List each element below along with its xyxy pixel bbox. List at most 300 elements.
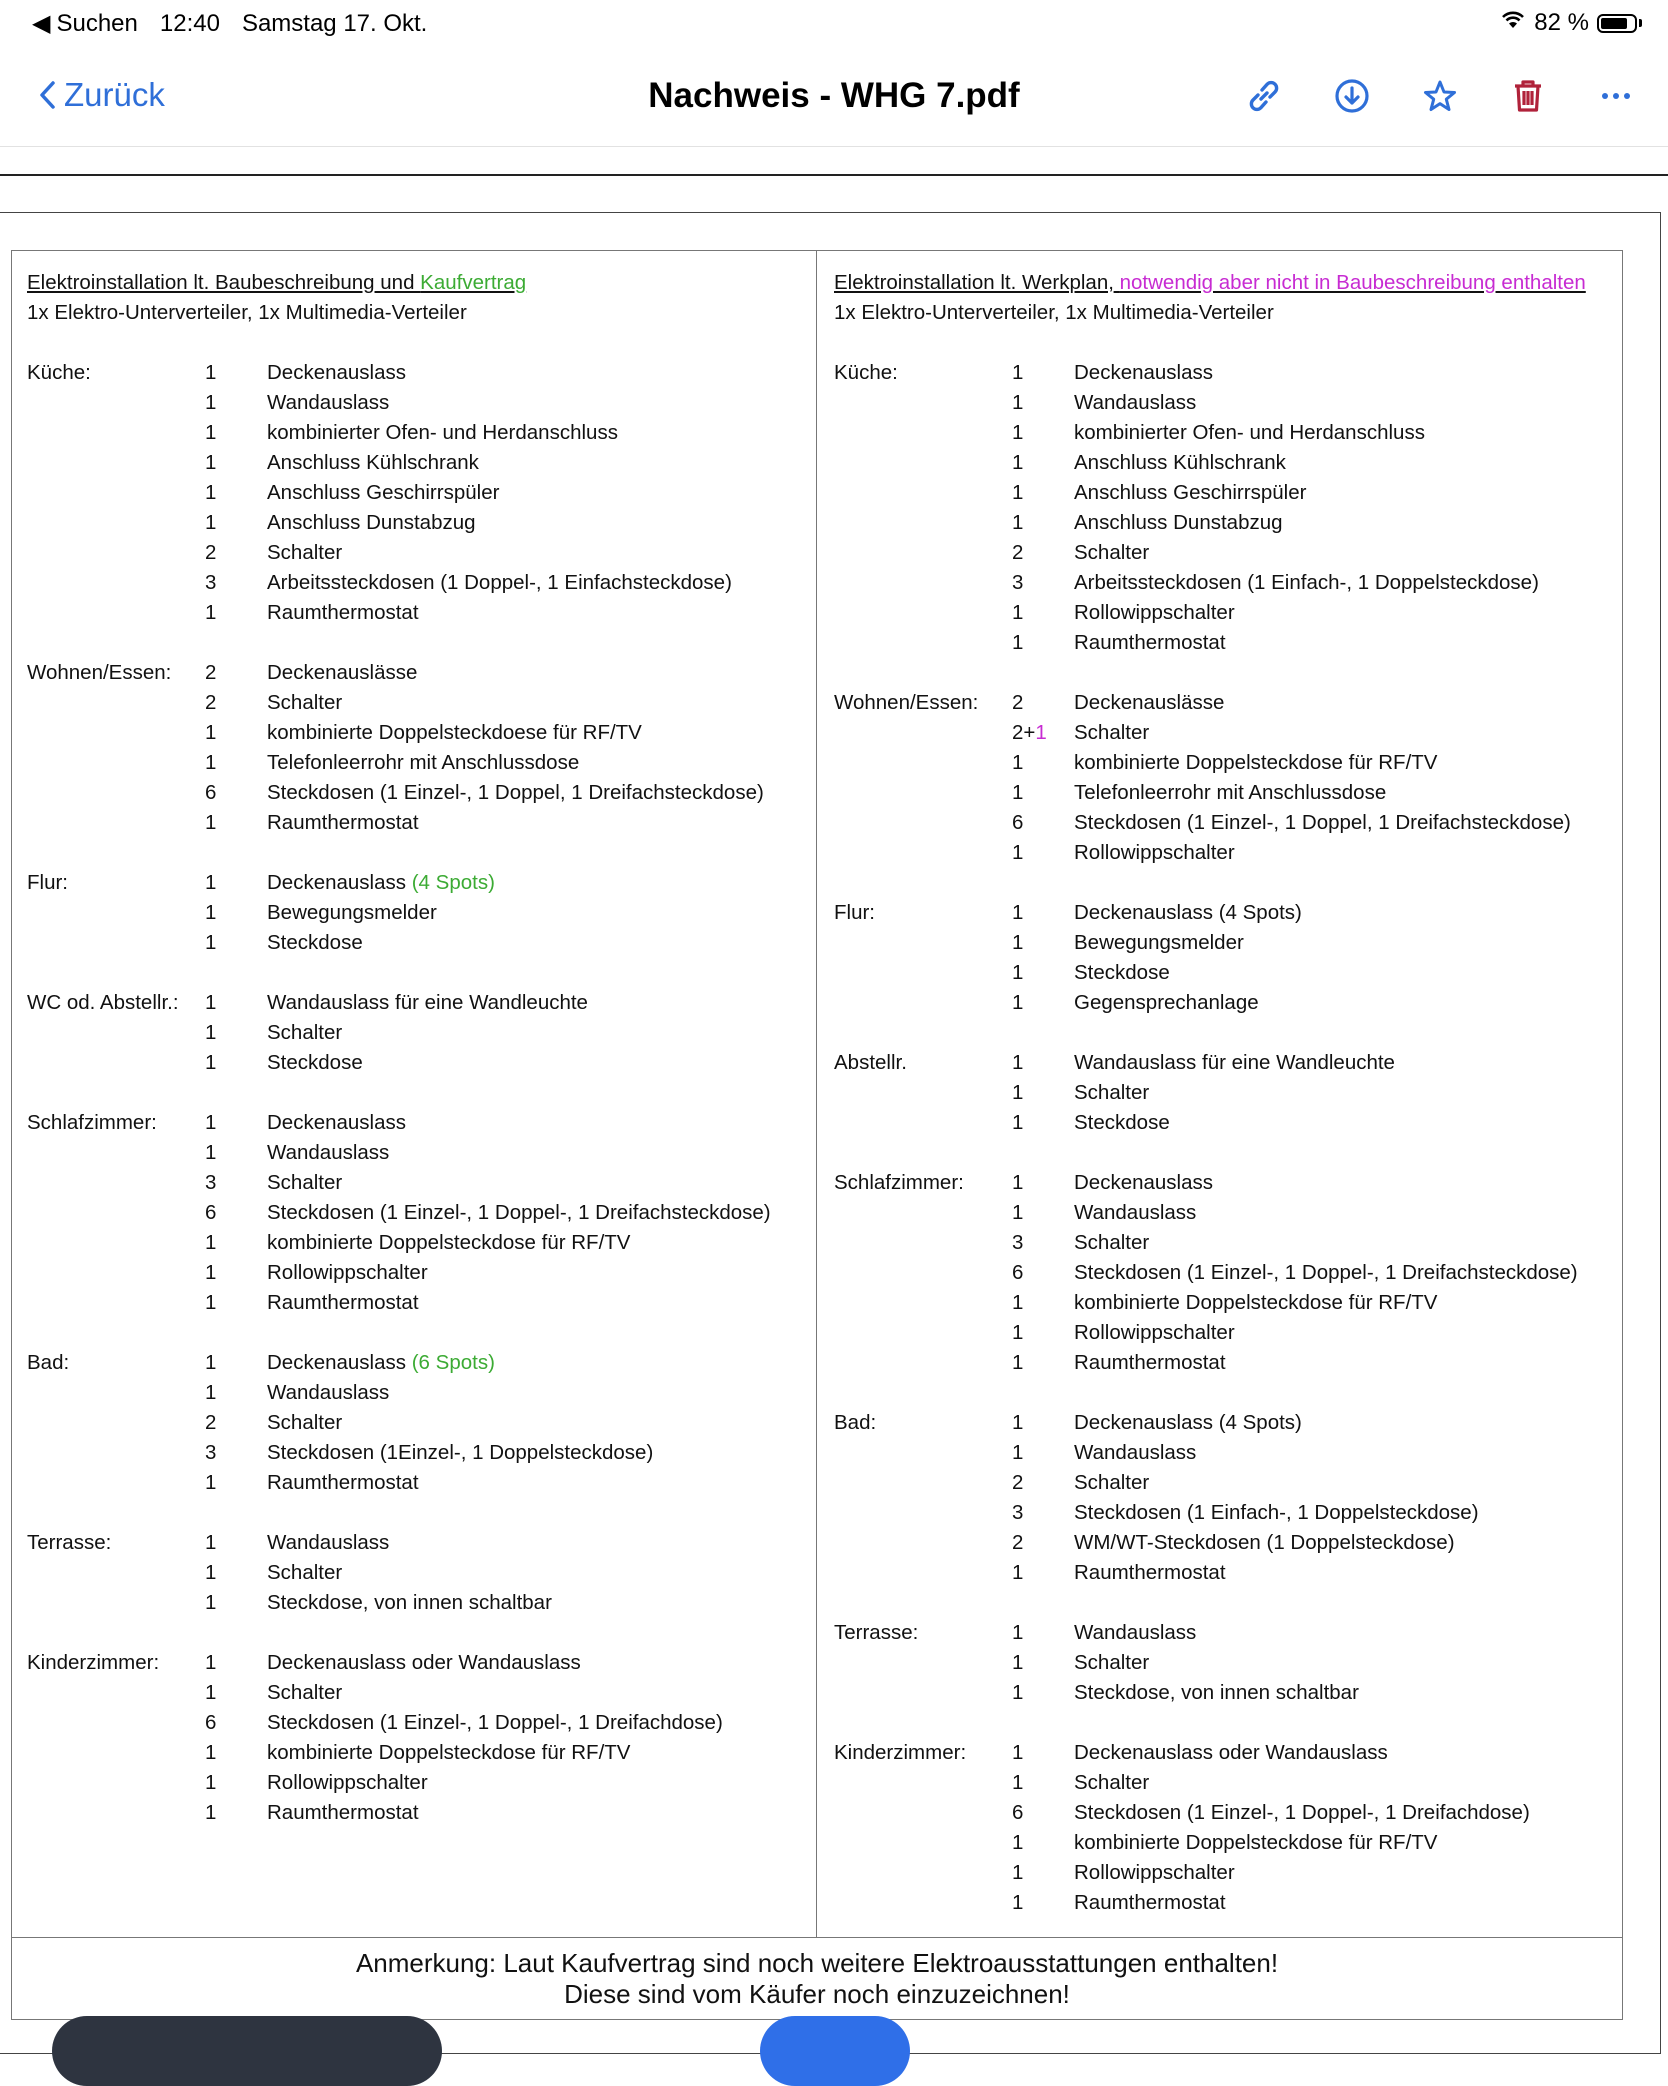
quantity-value: 1	[205, 1801, 217, 1824]
description-text: Schalter	[267, 1561, 343, 1584]
description-text: Deckenauslass	[267, 1111, 407, 1134]
battery-icon	[1597, 14, 1637, 33]
spacer	[834, 1018, 1624, 1048]
item-quantity	[1012, 388, 1074, 418]
item-description	[1074, 1048, 1624, 1078]
link-icon[interactable]	[1242, 74, 1286, 118]
wifi-icon	[1500, 9, 1526, 37]
list-item	[834, 1228, 1624, 1258]
item-quantity	[1012, 1198, 1074, 1228]
item-quantity	[205, 508, 267, 538]
item-quantity	[205, 1048, 267, 1078]
item-description	[1074, 1678, 1624, 1708]
room-label: Schlafzimmer:	[834, 1171, 964, 1194]
room-label	[834, 748, 1012, 778]
item-description	[267, 1438, 807, 1468]
item-quantity	[205, 1468, 267, 1498]
item-description	[267, 658, 807, 688]
room-label	[834, 778, 1012, 808]
room-label	[27, 1738, 205, 1768]
quantity-value: 6	[205, 1711, 217, 1734]
list-item	[834, 1798, 1624, 1828]
room-label: WC od. Abstellr.:	[27, 991, 179, 1014]
item-description	[267, 418, 807, 448]
spacer	[834, 1138, 1624, 1168]
item-description	[1074, 1108, 1624, 1138]
description-text: Rollowippschalter	[1074, 601, 1235, 624]
item-quantity	[1012, 838, 1074, 868]
item-quantity	[1012, 988, 1074, 1018]
item-quantity	[1012, 1798, 1074, 1828]
item-quantity	[1012, 748, 1074, 778]
list-item	[27, 1228, 807, 1258]
quantity-value: 1	[205, 901, 217, 924]
item-description	[1074, 1498, 1624, 1528]
remark	[11, 1948, 1623, 2010]
room-label	[834, 418, 1012, 448]
item-description	[267, 598, 807, 628]
item-description	[267, 718, 807, 748]
room-label	[27, 1048, 205, 1078]
description-text: Deckenauslass	[267, 871, 412, 894]
item-description	[267, 898, 807, 928]
quantity-value: 1	[1012, 1291, 1024, 1314]
quantity-value: 1	[1012, 481, 1024, 504]
quantity-value: 1	[205, 1471, 217, 1494]
list-item	[834, 928, 1624, 958]
item-quantity	[1012, 1858, 1074, 1888]
room-label	[834, 1258, 1012, 1288]
description-text: kombinierter Ofen- und Herdanschluss	[1074, 421, 1425, 444]
list-item	[834, 358, 1624, 388]
room-label	[834, 388, 1012, 418]
room-label	[27, 1588, 205, 1618]
item-description	[267, 358, 807, 388]
quantity-value: 3	[205, 571, 217, 594]
item-description	[267, 1138, 807, 1168]
item-quantity	[205, 988, 267, 1018]
list-item	[27, 1648, 807, 1678]
room-label	[27, 1288, 205, 1318]
room-label	[27, 808, 205, 838]
item-description	[1074, 1408, 1624, 1438]
description-text: Deckenauslass	[1074, 1171, 1214, 1194]
left-room-list	[27, 328, 807, 1828]
room-label	[27, 478, 205, 508]
item-description	[267, 1288, 807, 1318]
item-quantity	[205, 1258, 267, 1288]
description-text: kombinierte Doppelsteckdose für RF/TV	[1074, 1291, 1438, 1314]
list-item	[834, 1288, 1624, 1318]
floating-toolbar-button[interactable]	[52, 2016, 442, 2086]
item-description	[267, 778, 807, 808]
item-quantity	[205, 1138, 267, 1168]
item-quantity	[205, 1228, 267, 1258]
room-label: Kinderzimmer:	[834, 1741, 967, 1764]
back-app-label: Suchen	[56, 9, 138, 37]
list-item	[27, 508, 807, 538]
quantity-value: 1	[1012, 631, 1024, 654]
room-label	[27, 1258, 205, 1288]
item-description	[267, 508, 807, 538]
item-quantity	[205, 1558, 267, 1588]
item-description	[1074, 358, 1624, 388]
room-label: Abstellr.	[834, 1051, 907, 1074]
description-text: Schalter	[1074, 1771, 1150, 1794]
quantity-value: 3	[1012, 571, 1024, 594]
spacer	[834, 1378, 1624, 1408]
quantity-value: 1	[205, 1141, 217, 1164]
list-item	[834, 1048, 1624, 1078]
document-title: Nachweis - WHG 7.pdf	[648, 76, 1020, 115]
quantity-value: 1	[1012, 1171, 1024, 1194]
room-label	[834, 538, 1012, 568]
item-description	[1074, 1288, 1624, 1318]
quantity-value: 1	[1012, 1081, 1024, 1104]
right-column	[834, 268, 1624, 1918]
item-quantity	[1012, 1618, 1074, 1648]
item-description	[1074, 1558, 1624, 1588]
room-label	[27, 1228, 205, 1258]
quantity-value: 6	[1012, 1261, 1024, 1284]
quantity-value: 1	[205, 1771, 217, 1794]
list-item	[834, 628, 1624, 658]
description-text: Deckenauslass (4 Spots)	[1074, 1411, 1302, 1434]
list-item	[27, 538, 807, 568]
item-description	[1074, 1258, 1624, 1288]
list-item	[834, 838, 1624, 868]
room-label: Flur:	[27, 871, 68, 894]
item-description	[1074, 838, 1624, 868]
room-label	[27, 1018, 205, 1048]
item-description	[267, 1558, 807, 1588]
list-item	[834, 1768, 1624, 1798]
item-description	[267, 1768, 807, 1798]
quantity-value: 1	[205, 391, 217, 414]
item-quantity	[1012, 958, 1074, 988]
list-item	[27, 988, 807, 1018]
description-text: Raumthermostat	[267, 1471, 419, 1494]
item-quantity	[205, 478, 267, 508]
room-label	[27, 1438, 205, 1468]
item-description	[1074, 418, 1624, 448]
description-text: Arbeitssteckdosen (1 Einfach-, 1 Doppelsteckdose)	[1074, 571, 1539, 594]
back-to-app[interactable]	[32, 9, 138, 38]
item-quantity	[1012, 628, 1074, 658]
quantity-value: 1	[205, 991, 217, 1014]
left-column	[27, 268, 807, 1828]
spacer	[27, 1078, 807, 1108]
description-text: Wandauslass für eine Wandleuchte	[1074, 1051, 1395, 1074]
item-description	[1074, 718, 1624, 748]
room-label	[834, 1198, 1012, 1228]
item-description	[1074, 538, 1624, 568]
more-icon[interactable]	[1594, 74, 1638, 118]
quantity-value: 1	[1012, 1771, 1024, 1794]
description-text: Telefonleerrohr mit Anschlussdose	[267, 751, 580, 774]
description-text: Deckenauslässe	[267, 661, 418, 684]
item-quantity	[205, 808, 267, 838]
spacer	[27, 958, 807, 988]
item-quantity	[205, 448, 267, 478]
list-item	[834, 1438, 1624, 1468]
description-note: (4 Spots)	[411, 871, 495, 894]
right-heading-text: Elektroinstallation lt. Werkplan,	[834, 271, 1114, 294]
item-quantity	[1012, 1168, 1074, 1198]
list-item	[27, 748, 807, 778]
description-text: Wandauslass	[1074, 1441, 1197, 1464]
quantity-value: 6	[205, 1201, 217, 1224]
list-item	[834, 448, 1624, 478]
description-text: Rollowippschalter	[1074, 1321, 1235, 1344]
list-item	[27, 418, 807, 448]
item-quantity	[205, 388, 267, 418]
item-quantity	[1012, 418, 1074, 448]
list-item	[834, 898, 1624, 928]
room-label	[27, 598, 205, 628]
item-description	[267, 1228, 807, 1258]
room-label	[834, 478, 1012, 508]
description-text: kombinierte Doppelsteckdoese für RF/TV	[267, 721, 642, 744]
item-description	[1074, 1888, 1624, 1918]
description-text: Steckdosen (1 Einzel-, 1 Doppel-, 1 Dreifachsteckdose)	[1074, 1261, 1578, 1284]
item-description	[267, 1528, 807, 1558]
quantity-value: 1	[1012, 781, 1024, 804]
quantity-value: 1	[1012, 601, 1024, 624]
description-text: kombinierter Ofen- und Herdanschluss	[267, 421, 618, 444]
room-label	[834, 1678, 1012, 1708]
back-triangle-icon: ◀	[32, 10, 51, 37]
battery-cap	[1639, 19, 1642, 27]
list-item	[27, 1138, 807, 1168]
item-quantity	[205, 1678, 267, 1708]
description-text: Anschluss Geschirrspüler	[1074, 481, 1307, 504]
quantity-value: 1	[205, 601, 217, 624]
quantity-value: 1	[205, 1741, 217, 1764]
room-label: Terrasse:	[834, 1621, 919, 1644]
quantity-value: 1	[205, 1561, 217, 1584]
list-item	[27, 358, 807, 388]
description-text: Anschluss Geschirrspüler	[267, 481, 500, 504]
item-quantity	[1012, 1438, 1074, 1468]
item-quantity	[205, 1198, 267, 1228]
item-description	[1074, 1828, 1624, 1858]
description-text: Wandauslass	[267, 1141, 390, 1164]
column-divider	[816, 250, 817, 1938]
trash-icon[interactable]	[1506, 74, 1550, 118]
list-item	[834, 1408, 1624, 1438]
list-item	[834, 718, 1624, 748]
item-description	[267, 478, 807, 508]
room-label	[834, 568, 1012, 598]
list-item	[27, 478, 807, 508]
spacer	[834, 1588, 1624, 1618]
item-description	[267, 1708, 807, 1738]
description-text: Steckdosen (1 Einzel-, 1 Doppel-, 1 Dreifachdose)	[1074, 1801, 1530, 1824]
description-text: Wandauslass	[267, 1381, 390, 1404]
item-quantity	[1012, 538, 1074, 568]
description-text: Rollowippschalter	[1074, 841, 1235, 864]
description-text: Arbeitssteckdosen (1 Doppel-, 1 Einfachsteckdose)	[267, 571, 732, 594]
quantity-value: 1	[1012, 1441, 1024, 1464]
download-icon[interactable]	[1330, 74, 1374, 118]
description-text: Steckdosen (1 Einzel-, 1 Doppel, 1 Dreifachsteckdose)	[1074, 811, 1571, 834]
item-description	[267, 1378, 807, 1408]
item-quantity	[1012, 1888, 1074, 1918]
item-quantity	[205, 568, 267, 598]
item-description	[267, 1588, 807, 1618]
list-item	[834, 1678, 1624, 1708]
description-text: Deckenauslass	[1074, 361, 1214, 384]
description-text: Raumthermostat	[1074, 1351, 1226, 1374]
item-description	[267, 1408, 807, 1438]
status-bar	[0, 0, 1668, 46]
item-quantity	[205, 1168, 267, 1198]
room-label	[27, 718, 205, 748]
list-item	[27, 1438, 807, 1468]
quantity-value: 1	[1012, 1651, 1024, 1674]
quantity-value: 1	[205, 871, 217, 894]
item-description	[267, 1798, 807, 1828]
room-label: Terrasse:	[27, 1531, 112, 1554]
floating-action-button[interactable]	[760, 2016, 910, 2086]
list-item	[27, 898, 807, 928]
item-description	[1074, 1198, 1624, 1228]
quantity-value: 1	[1012, 1741, 1024, 1764]
description-text: Rollowippschalter	[267, 1261, 428, 1284]
list-item	[834, 1828, 1624, 1858]
quantity-value: 1	[1012, 1111, 1024, 1134]
quantity-value: 6	[205, 781, 217, 804]
list-item	[27, 1468, 807, 1498]
list-item	[834, 1888, 1624, 1918]
item-quantity	[1012, 1528, 1074, 1558]
list-item	[27, 388, 807, 418]
item-description	[1074, 958, 1624, 988]
list-item	[27, 1708, 807, 1738]
quantity-value: 1	[1012, 1051, 1024, 1074]
item-description	[267, 688, 807, 718]
list-item	[27, 658, 807, 688]
room-label: Wohnen/Essen:	[834, 691, 979, 714]
star-icon[interactable]	[1418, 74, 1462, 118]
room-label: Küche:	[27, 361, 91, 384]
list-item	[27, 1558, 807, 1588]
list-item	[27, 1258, 807, 1288]
room-label	[834, 1648, 1012, 1678]
room-label: Schlafzimmer:	[27, 1111, 157, 1134]
room-label	[27, 1468, 205, 1498]
list-item	[27, 1528, 807, 1558]
description-text: Steckdosen (1 Einzel-, 1 Doppel-, 1 Dreifachsteckdose)	[267, 1201, 771, 1224]
item-quantity	[205, 1588, 267, 1618]
room-label: Küche:	[834, 361, 898, 384]
list-item	[27, 598, 807, 628]
quantity-value: 1	[205, 511, 217, 534]
list-item	[27, 448, 807, 478]
item-quantity	[1012, 808, 1074, 838]
room-label	[27, 748, 205, 778]
list-item	[27, 688, 807, 718]
item-description	[1074, 1228, 1624, 1258]
list-item	[834, 388, 1624, 418]
quantity-value: 1	[205, 1111, 217, 1134]
item-quantity	[205, 1438, 267, 1468]
quantity-value: 2	[1012, 691, 1024, 714]
list-item	[834, 1078, 1624, 1108]
item-quantity	[1012, 718, 1074, 748]
description-text: Steckdosen (1 Einfach-, 1 Doppelsteckdose)	[1074, 1501, 1479, 1524]
quantity-value: 2	[1012, 1471, 1024, 1494]
quantity-value: 1	[1012, 1891, 1024, 1914]
description-text: Bewegungsmelder	[1074, 931, 1244, 954]
quantity-value: 1	[205, 1261, 217, 1284]
description-text: Schalter	[1074, 1081, 1150, 1104]
list-item	[27, 1348, 807, 1378]
item-description	[1074, 988, 1624, 1018]
list-item	[834, 1648, 1624, 1678]
item-description	[1074, 1438, 1624, 1468]
description-note: (6 Spots)	[411, 1351, 495, 1374]
quantity-value: 1	[205, 451, 217, 474]
list-item	[834, 1108, 1624, 1138]
description-text: Rollowippschalter	[1074, 1861, 1235, 1884]
room-label	[27, 538, 205, 568]
room-label	[834, 958, 1012, 988]
room-label	[834, 1798, 1012, 1828]
item-quantity	[1012, 1078, 1074, 1108]
item-description	[267, 388, 807, 418]
room-label	[27, 688, 205, 718]
item-quantity	[205, 598, 267, 628]
description-text: Wandauslass	[1074, 391, 1197, 414]
item-description	[1074, 808, 1624, 838]
list-item	[834, 508, 1624, 538]
quantity-value: 1	[205, 481, 217, 504]
description-text: Steckdosen (1 Einzel-, 1 Doppel-, 1 Dreifachdose)	[267, 1711, 723, 1734]
room-label	[27, 1168, 205, 1198]
item-description	[267, 1048, 807, 1078]
quantity-value: 1	[1012, 1411, 1024, 1434]
quantity-value: 1	[1012, 451, 1024, 474]
quantity-value: 2	[1012, 1531, 1024, 1554]
item-quantity	[205, 1108, 267, 1138]
battery-fill	[1601, 18, 1627, 29]
room-label	[27, 568, 205, 598]
list-item	[834, 958, 1624, 988]
description-text: Deckenauslass oder Wandauslass	[1074, 1741, 1388, 1764]
room-label	[834, 598, 1012, 628]
item-description	[267, 988, 807, 1018]
item-quantity	[1012, 898, 1074, 928]
item-quantity	[1012, 478, 1074, 508]
description-text: Anschluss Kühlschrank	[1074, 451, 1286, 474]
item-quantity	[205, 358, 267, 388]
description-text: Wandauslass	[1074, 1201, 1197, 1224]
list-item	[834, 538, 1624, 568]
room-label	[834, 838, 1012, 868]
room-label	[834, 1108, 1012, 1138]
list-item	[834, 1468, 1624, 1498]
room-label	[27, 1798, 205, 1828]
list-item	[27, 1198, 807, 1228]
room-label	[27, 508, 205, 538]
item-quantity	[205, 1018, 267, 1048]
description-text: Raumthermostat	[267, 811, 419, 834]
description-text: Telefonleerrohr mit Anschlussdose	[1074, 781, 1387, 804]
list-item	[27, 1768, 807, 1798]
list-item	[834, 568, 1624, 598]
